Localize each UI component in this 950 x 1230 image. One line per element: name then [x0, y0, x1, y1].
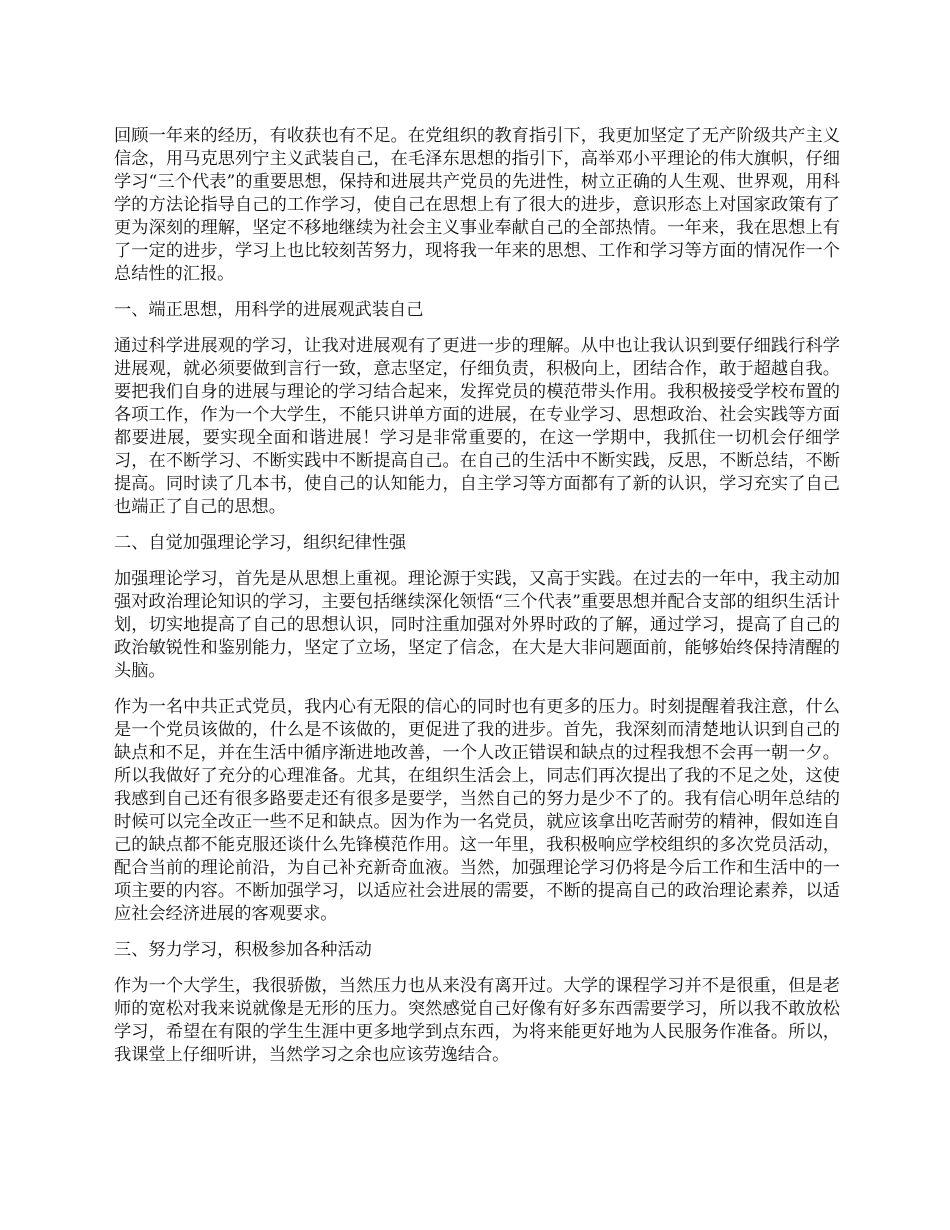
section-heading-2: 二、自觉加强理论学习，组织纪律性强	[114, 533, 407, 553]
section-2-paragraph-2: 作为一名中共正式党员，我内心有无限的信心的同时也有更多的压力。时刻提醒着我注意，什么是一个党员该做的，什么是不该做的，更促进了我的进步。首先，我深刻而清楚地认识到自己的缺点和不足，并在生活中循序渐进地改善，一个人改正错误和缺点的过程我想不会再一朝一夕。所以我做好了充分的心理准备。尤其，在组织生活会上，同志们再次提出了我的不足之处，这使我感到自己还有很多路要走还有很多是要学，当然自己的努力是少不了的。我有信心明年总结的时候可以完全改正一些不足和缺点。因为作为一名党员，就应该拿出吃苦耐劳的精神，假如连自己的缺点都不能克服还谈什么先锋模范作用。这一年里，我积极响应学校组织的多次党员活动，配合当前的理论前沿，为自己补充新奇血液。当然，加强理论学习仍将是今后工作和生活中的一项主要的内容。不断加强学习，以适应社会进展的需要，不断的提高自己的政治理论素养，以适应社会经济进展的客观要求。	[114, 697, 840, 924]
section-2-paragraph-1: 加强理论学习，首先是从思想上重视。理论源于实践，又高于实践。在过去的一年中，我主动加强对政治理论知识的学习，主要包括继续深化领悟“三个代表”重要思想并配合支部的组织生活计划，切实地提高了自己的思想认识，同时注重加强对外界时政的了解，通过学习，提高了自己的政治敏锐性和鉴别能力，坚定了立场，坚定了信念，在大是大非问题面前，能够始终保持清醒的头脑。	[114, 569, 840, 681]
intro-paragraph: 回顾一年来的经历，有收获也有不足。在党组织的教育指引下，我更加坚定了无产阶级共产主义信念，用马克思列宁主义武装自己，在毛泽东思想的指引下，高举邓小平理论的伟大旗帜，仔细学习“三个代表”的重要思想，保持和进展共产党员的先进性，树立正确的人生观、世界观，用科学的方法论指导自己的工作学习，使自己在思想上有了很大的进步，意识形态上对国家政策有了更为深刻的理解，坚定不移地继续为社会主义事业奉献自己的全部热情。一年来，我在思想上有了一定的进步，学习上也比较刻苦努力，现将我一年来的思想、工作和学习等方面的情况作一个总结性的汇报。	[114, 126, 840, 284]
section-heading-1: 一、端正思想，用科学的进展观武装自己	[114, 300, 424, 320]
section-heading-3: 三、努力学习，积极参加各种活动	[114, 940, 372, 960]
document-body	[114, 125, 840, 1080]
section-1-paragraph: 通过科学进展观的学习，让我对进展观有了更进一步的理解。从中也让我认识到要仔细践行科学进展观，就必须要做到言行一致，意志坚定，仔细负责，积极向上，团结合作，敢于超越自我。要把我们自身的进展与理论的学习结合起来，发挥党员的模范带头作用。我积极接受学校布置的各项工作，作为一个大学生，不能只讲单方面的进展，在专业学习、思想政治、社会实践等方面都要进展，要实现全面和谐进展！学习是非常重要的，在这一学期中，我抓住一切机会仔细学习，在不断学习、不断实践中不断提高自己。在自己的生活中不断实践，反思，不断总结，不断提高。同时读了几本书，使自己的认知能力，自主学习等方面都有了新的认识，学习充实了自己也端正了自己的思想。	[114, 336, 840, 517]
section-3-paragraph: 作为一个大学生，我很骄傲，当然压力也从来没有离开过。大学的课程学习并不是很重，但是老师的宽松对我来说就像是无形的压力。突然感觉自己好像有好多东西需要学习，所以我不敢放松学习，希望在有限的学生生涯中更多地学到点东西，为将来能更好地为人民服务作准备。所以，我课堂上仔细听讲，当然学习之余也应该劳逸结合。	[114, 976, 840, 1065]
